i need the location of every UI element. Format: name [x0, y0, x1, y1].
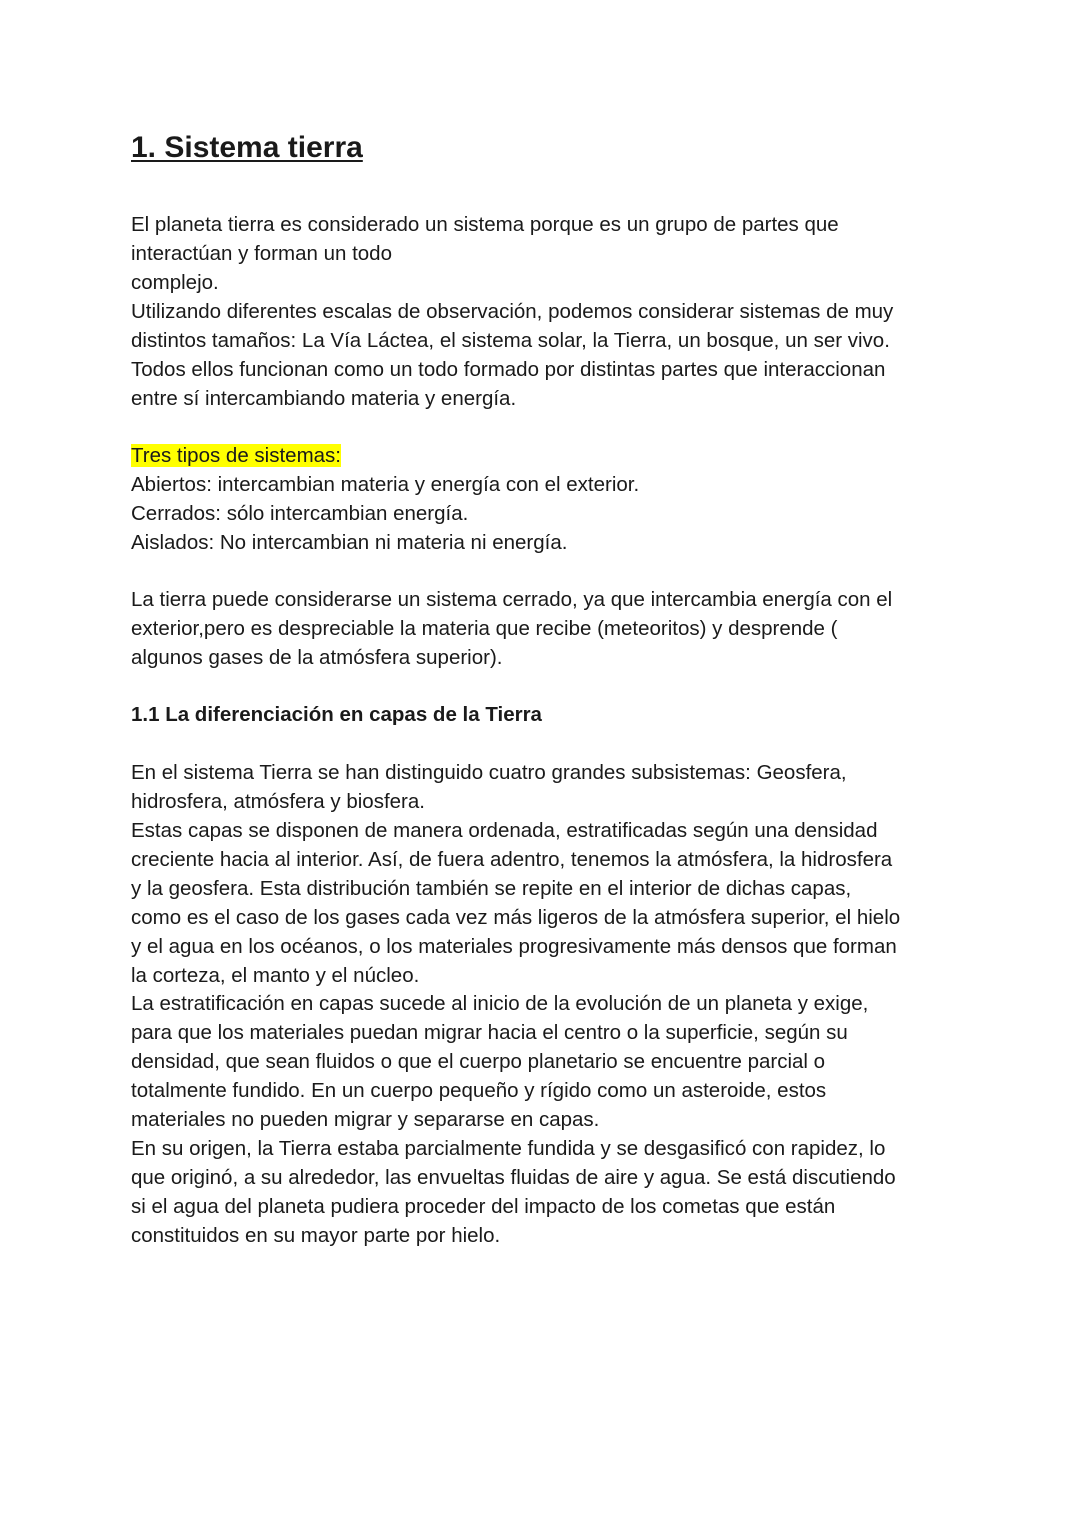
section-heading: 1.1 La diferenciación en capas de la Tierra [131, 703, 542, 726]
section-line: si el agua del planeta pudiera proceder del impacto de los cometas que están [131, 1195, 836, 1218]
section-line: totalmente fundido. En un cuerpo pequeño y rígido como un asteroide, estos [131, 1079, 827, 1102]
types-heading-highlight: Tres tipos de sistemas: [131, 444, 342, 467]
section-line: En el sistema Tierra se han distinguido cuatro grandes subsistemas: Geosfera, [131, 761, 847, 784]
section-line: creciente hacia al interior. Así, de fuera adentro, tenemos la atmósfera, la hidrosfera [131, 848, 893, 871]
section-line: La estratificación en capas sucede al inicio de la evolución de un planeta y exige, [131, 992, 869, 1015]
intro-line: Todos ellos funcionan como un todo formado por distintas partes que interaccionan [131, 358, 886, 381]
section-line: para que los materiales puedan migrar hacia el centro o la superficie, según su [131, 1021, 848, 1044]
intro-line: Utilizando diferentes escalas de observación, podemos considerar sistemas de muy [131, 300, 894, 323]
intro-line: distintos tamaños: La Vía Láctea, el sistema solar, la Tierra, un bosque, un ser vivo. [131, 329, 890, 352]
section-line: hidrosfera, atmósfera y biosfera. [131, 790, 425, 813]
earth-closed-line: La tierra puede considerarse un sistema cerrado, ya que intercambia energía con el [131, 588, 893, 611]
section-line: En su origen, la Tierra estaba parcialmente fundida y se desgasificó con rapidez, lo [131, 1137, 886, 1160]
earth-closed-line: algunos gases de la atmósfera superior). [131, 646, 503, 669]
section-line: como es el caso de los gases cada vez más ligeros de la atmósfera superior, el hielo [131, 906, 901, 929]
section-line: y el agua en los océanos, o los materiales progresivamente más densos que forman [131, 935, 897, 958]
types-line: Aislados: No intercambian ni materia ni energía. [131, 531, 568, 554]
section-line: la corteza, el manto y el núcleo. [131, 964, 420, 987]
types-heading [131, 441, 341, 470]
section-line: densidad, que sean fluidos o que el cuerpo planetario se encuentre parcial o [131, 1050, 826, 1073]
types-line: Abiertos: intercambian materia y energía con el exterior. [131, 473, 640, 496]
section-line: que originó, a su alrededor, las envueltas fluidas de aire y agua. Se está discutiendo [131, 1166, 896, 1189]
earth-closed-line: exterior,pero es despreciable la materia que recibe (meteoritos) y desprende ( [131, 617, 838, 640]
page-title: 1. Sistema tierra [131, 131, 363, 164]
types-line: Cerrados: sólo intercambian energía. [131, 502, 469, 525]
intro-line: El planeta tierra es considerado un sistema porque es un grupo de partes que [131, 213, 839, 236]
intro-line: complejo. [131, 271, 219, 294]
section-line: Estas capas se disponen de manera ordenada, estratificadas según una densidad [131, 819, 878, 842]
intro-line: entre sí intercambiando materia y energía. [131, 387, 517, 410]
section-line: materiales no pueden migrar y separarse en capas. [131, 1108, 600, 1131]
intro-line: interactúan y forman un todo [131, 242, 392, 265]
section-line: y la geosfera. Esta distribución también se repite en el interior de dichas capas, [131, 877, 852, 900]
section-line: constituidos en su mayor parte por hielo. [131, 1224, 501, 1247]
